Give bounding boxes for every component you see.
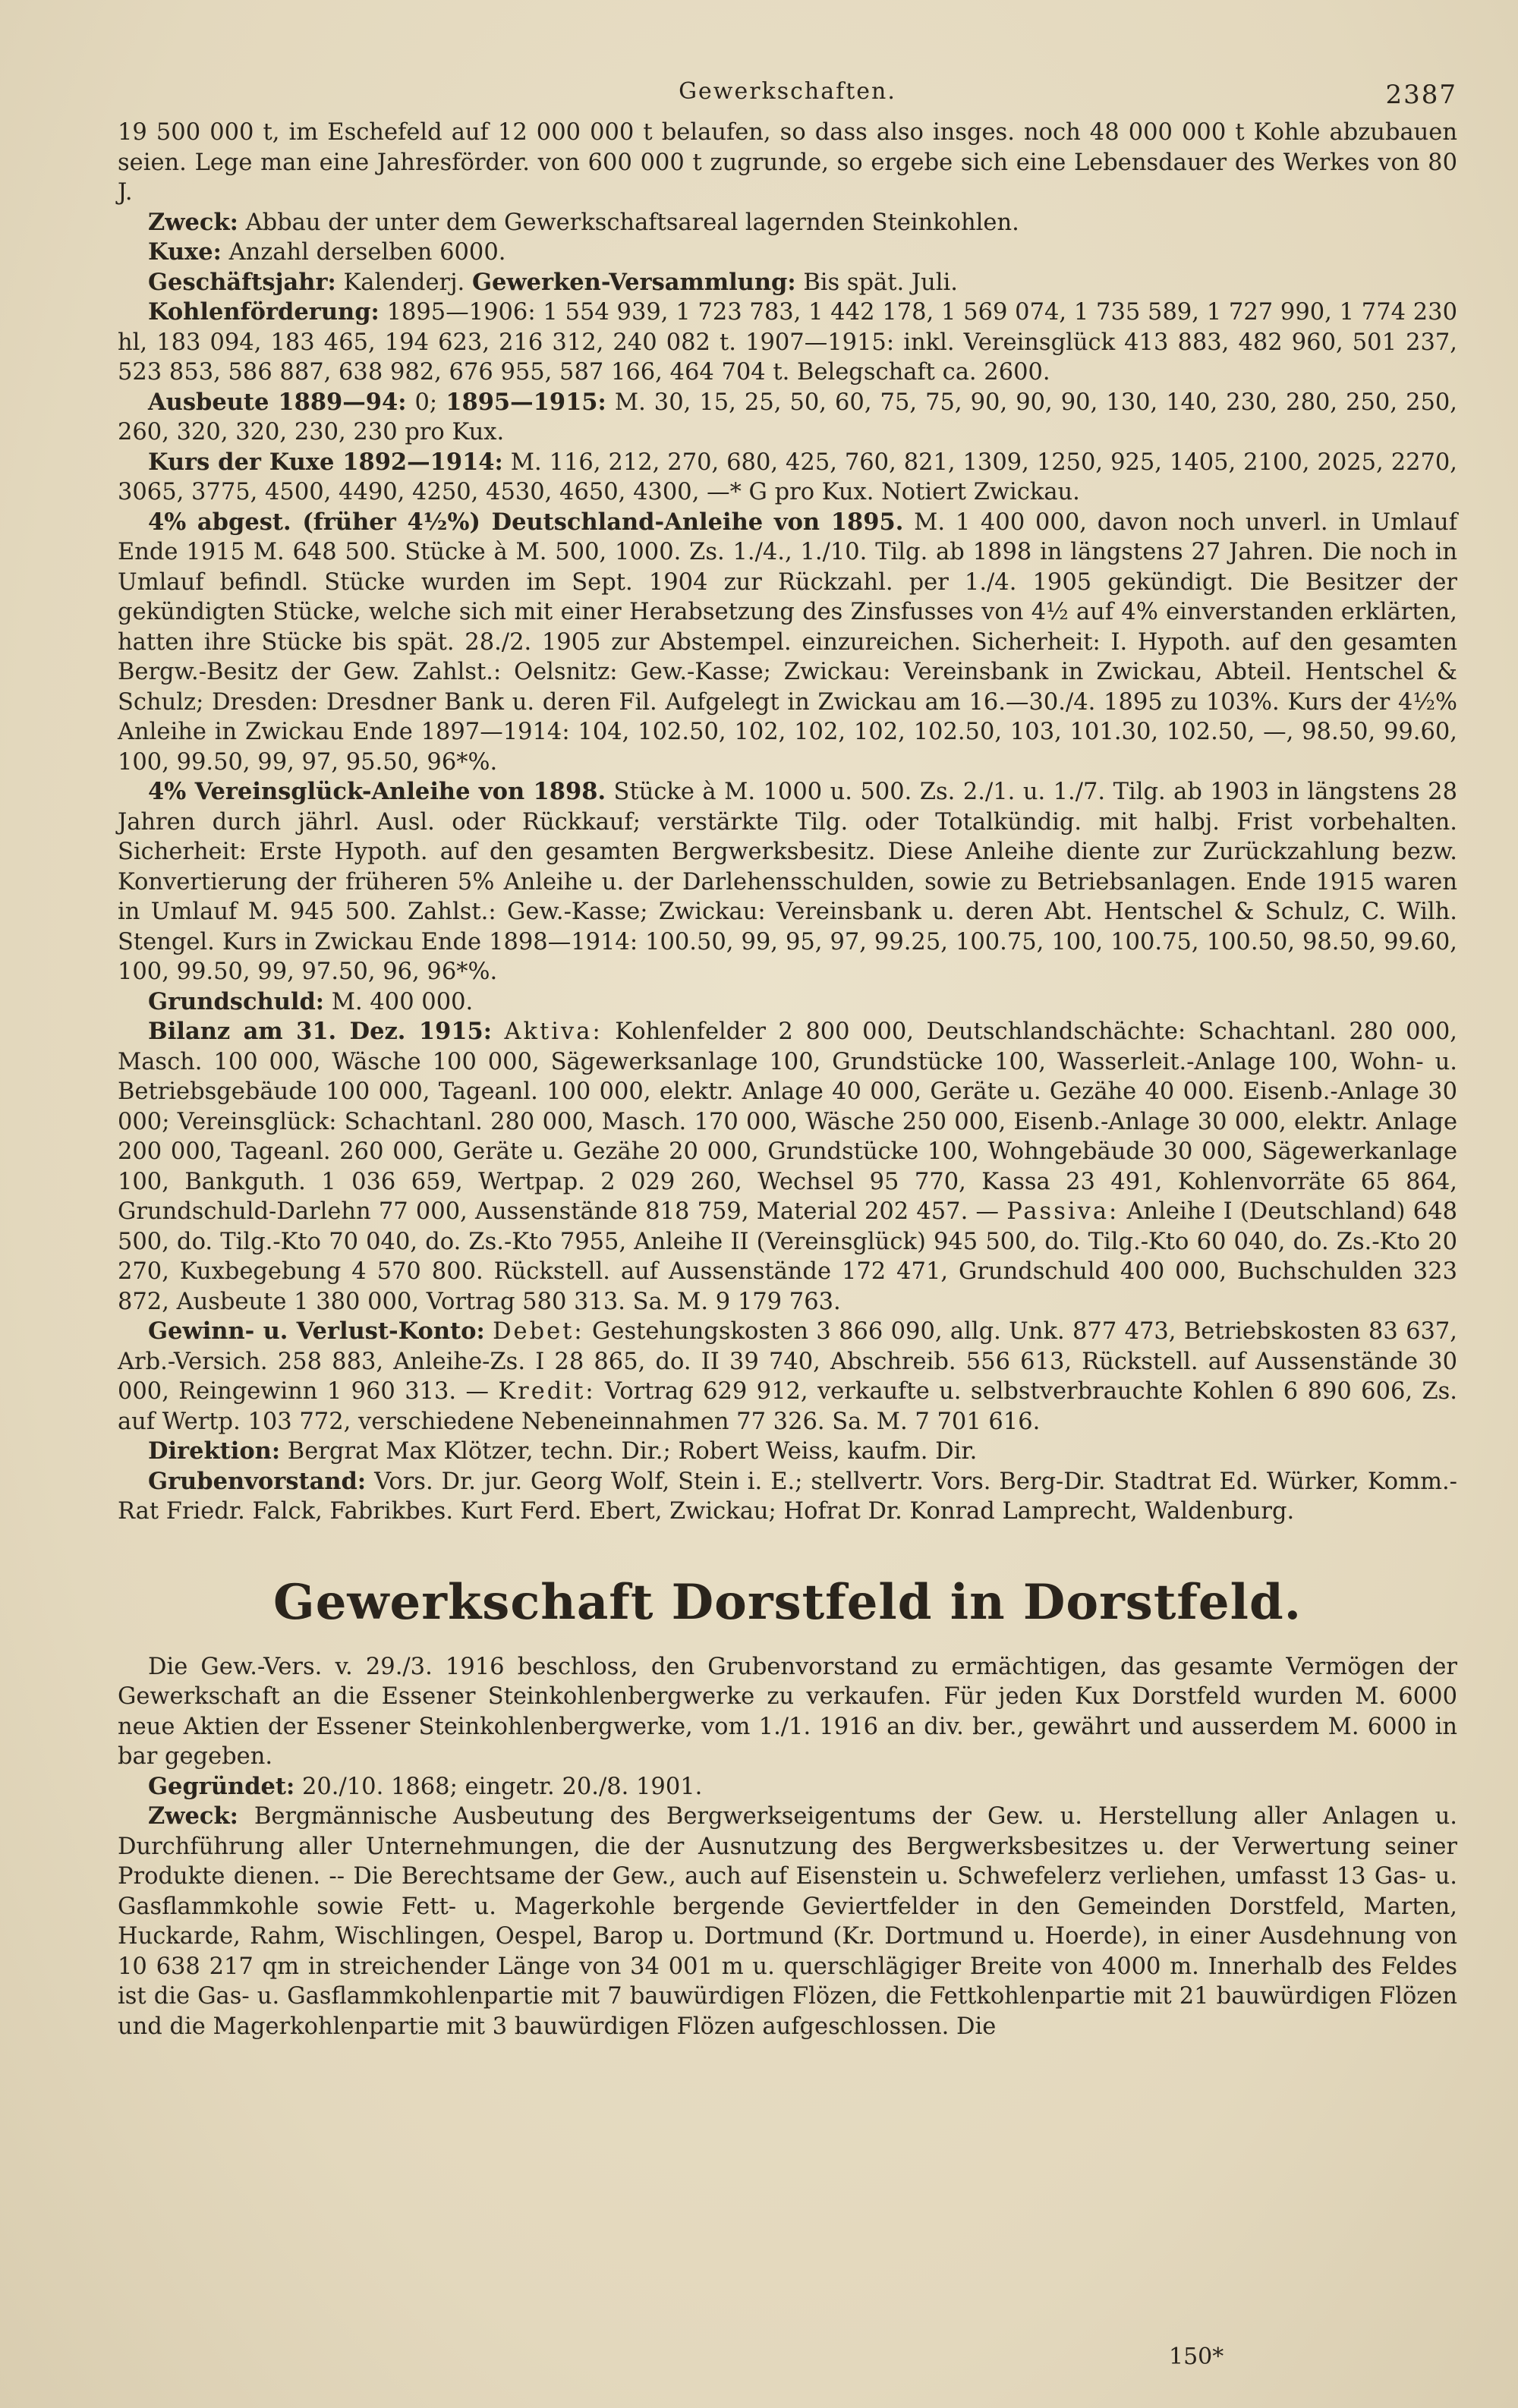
label-aktiva: Aktiva:	[504, 1018, 603, 1045]
label-passiva: Passiva:	[1006, 1198, 1120, 1225]
label-vereinsglueck-anleihe: 4% Vereinsglück-Anleihe von 1898.	[148, 778, 606, 805]
text-debet: Gestehungskosten 3 866 090, allg. Unk. 877 473, Betriebskosten 83 637, Arb.-Versich. 258 883, Anleihe-Zs. I 28 865, do. II 39 740, Abschreib. 556 613, Rückstell. auf Aussenstände 30 000, Reingewinn 1 960 313. —	[118, 1318, 1457, 1405]
text-gegruendet: 20./10. 1868; eingetr. 20./8. 1901.	[294, 1773, 703, 1800]
label-gewinn-verlust: Gewinn- u. Verlust-Konto:	[148, 1317, 485, 1345]
label-grundschuld: Grundschuld:	[148, 987, 325, 1015]
paragraph-reserves: 19 500 000 t, im Eschefeld auf 12 000 000 t belaufen, so dass also insges. noch 48 000 000 t Kohle abzubauen seien. Lege man eine Jahresförder. von 600 000 t zugrunde, so ergebe sich eine Lebensdauer des Werkes von 80 J.	[118, 119, 1457, 206]
text-zweck: Abbau der unter dem Gewerkschaftsareal lagernden Steinkohlen.	[238, 209, 1019, 236]
running-head	[118, 72, 1457, 118]
paragraph-kohlenfoerderung	[118, 297, 1457, 388]
text-ausbeute-2: M. 30, 15, 25, 50, 60, 75, 75, 90, 90, 90, 130, 140, 230, 280, 250, 250, 260, 320, 320, 230, 230 pro Kux.	[118, 389, 1457, 445]
text-kredit: Vortrag 629 912, verkaufte u. selbstverbrauchte Kohlen 6 890 606, Zs. auf Wertp. 103 772, verschiedene Nebeneinnahmen 77 326. Sa. M. 7 701 616.	[118, 1378, 1457, 1435]
signature-mark: 150*	[1169, 2343, 1224, 2370]
text-grubenvorstand: Vors. Dr. jur. Georg Wolf, Stein i. E.; stellvertr. Vors. Berg-Dir. Stadtrat Ed. Würker, Komm.-Rat Friedr. Falck, Fabrikbes. Kurt Ferd. Ebert, Zwickau; Hofrat Dr. Konrad Lamprecht, Waldenburg.	[118, 1468, 1457, 1525]
text-dorstfeld-zweck: Bergmännische Ausbeutung des Bergwerkseigentums der Gew. u. Herstellung aller Anlagen u. Durchführung aller Unternehmungen, die der Ausnutzung des Bergwerksbesitzes u. der Verwertung seiner Produkte dienen. -- Die Berechtsame der Gew., auch auf Eisenstein u. Schwefelerz verliehen, umfasst 13 Gas- u. Gasflammkohle sowie Fett- u. Magerkohle bergende Geviertfelder in den Gemeinden Dorstfeld, Marten, Huckarde, Rahm, Wischlingen, Oespel, Barop u. Dortmund (Kr. Dortmund u. Hoerde), in einer Ausdehnung von 10 638 217 qm in streichender Länge von 34 001 m u. querschlägiger Breite von 4000 m. Innerhalb des Feldes ist die Gas- u. Gasflammkohlenpartie mit 7 bauwürdigen Flözen, die Fettkohlenpartie mit 21 bauwürdigen Flözen und die Magerkohlenpartie mit 3 bauwürdigen Flözen aufgeschlossen. Die	[118, 1803, 1457, 2040]
label-kurs-kuxe: Kurs der Kuxe 1892—1914:	[148, 448, 503, 476]
label-kuxe: Kuxe:	[148, 238, 222, 266]
paragraph-vereinsglueck-anleihe	[118, 777, 1457, 987]
text-kurs-kuxe: M. 116, 212, 270, 680, 425, 760, 821, 1309, 1250, 925, 1405, 2100, 2025, 2270, 3065, 3775, 4500, 4490, 4250, 4530, 4650, 4300, —* G pro Kux. Notiert Zwickau.	[118, 449, 1458, 505]
paragraph-gewinn-verlust	[118, 1317, 1457, 1437]
text-kuxe: Anzahl derselben 6000.	[221, 239, 506, 266]
label-debet: Debet:	[493, 1318, 584, 1345]
section-dorstfeld	[118, 1652, 1457, 2042]
label-kredit: Kredit:	[498, 1378, 596, 1405]
paragraph-gegruendet	[118, 1772, 1457, 1802]
label-deutschland-anleihe: abgest. (früher 4½%) Deutschland-Anleihe von 1895.	[186, 508, 904, 536]
text-ausbeute-1: 0;	[406, 389, 446, 416]
paragraph-zweck	[118, 208, 1457, 238]
label-dorstfeld-zweck: Zweck:	[148, 1802, 238, 1830]
label-grubenvorstand: Grubenvorstand:	[148, 1467, 367, 1495]
paragraph-bilanz	[118, 1017, 1457, 1317]
paragraph-kurs-kuxe	[118, 448, 1457, 508]
label-direktion: Direktion:	[148, 1437, 281, 1465]
text-aktiva: Kohlenfelder 2 800 000, Deutschlandschächte: Schachtanl. 280 000, Masch. 100 000, Wäsche 100 000, Sägewerksanlage 100, Grundstücke 100, Wasserleit.-Anlage 100, Wohn- u. Betriebsgebäude 100 000, Tageanl. 100 000, elektr. Anlage 40 000, Geräte u. Gezähe 40 000. Eisenb.-Anlage 30 000; Vereinsglück: Schachtanl. 280 000, Masch. 170 000, Wäsche 250 000, Eisenb.-Anlage 30 000, elektr. Anlage 200 000, Tageanl. 260 000, Geräte u. Gezähe 20 000, Grundstücke 100, Wohngebäude 30 000, Sägewerkanlage 100, Bankguth. 1 036 659, Wertpap. 2 029 260, Wechsel 95 770, Kassa 23 491, Kohlenvorräte 65 864, Grundschuld-Darlehn 77 000, Aussenstände 818 759, Material 202 457. —	[118, 1018, 1457, 1225]
label-zweck: Zweck:	[148, 208, 238, 236]
label-kohlenfoerderung: Kohlenförderung:	[148, 298, 380, 326]
section-heading-dorstfeld: Gewerkschaft Dorstfeld in Dorstfeld.	[273, 1573, 1302, 1631]
label-anleihe-rate: 4%	[148, 508, 187, 536]
text-direktion: Bergrat Max Klötzer, techn. Dir.; Robert Weiss, kaufm. Dir.	[280, 1438, 978, 1465]
text-gewerken-versammlung: Bis spät. Juli.	[795, 269, 958, 296]
paragraph-deutschland-anleihe	[118, 508, 1457, 778]
text-geschaeftsjahr: Kalenderj.	[335, 269, 472, 296]
text-deutschland-anleihe: M. 1 400 000, davon noch unverl. in Umlauf Ende 1915 M. 648 500. Stücke à M. 500, 1000. Zs. 1./4., 1./10. Tilg. ab 1898 in längstens 27 Jahren. Die noch in Umlauf befindl. Stücke wurden im Sept. 1904 zur Rückzahl. per 1./4. 1905 gekündigt. Die Besitzer der gekündigten Stücke, welche sich mit einer Herabsetzung des Zinsfusses von 4½ auf 4% einverstanden erklärten, hatten ihre Stücke bis spät. 28./2. 1905 zur Abstempel. einzureichen. Sicherheit: I. Hypoth. auf den gesamten Bergw.-Besitz der Gew. Zahlst.: Oelsnitz: Gew.-Kasse; Zwickau: Vereinsbank in Zwickau, Abteil. Hentschel & Schulz; Dresden: Dresdner Bank u. deren Fil. Aufgelegt in Zwickau am 16.—30./4. 1895 zu 103%. Kurs der 4½% Anleihe in Zwickau Ende 1897—1914: 104, 102.50, 102, 102, 102, 102.50, 103, 101.30, 102.50, —, 98.50, 99.60, 100, 99.50, 99, 97, 95.50, 96*%.	[118, 508, 1457, 776]
text-kohlenfoerderung: 1895—1906: 1 554 939, 1 723 783, 1 442 178, 1 569 074, 1 735 589, 1 727 990, 1 774 230 hl, 183 094, 183 465, 194 623, 216 312, 240 082 t. 1907—1915: inkl. Vereinsglück 413 883, 482 960, 501 237, 523 853, 586 887, 638 982, 676 955, 587 166, 464 704 t. Belegschaft ca. 2600.	[118, 299, 1457, 386]
paragraph-geschaeftsjahr	[118, 268, 1457, 298]
label-ausbeute-2: 1895—1915:	[446, 388, 606, 416]
section-vereinsglueck	[118, 118, 1457, 1527]
paragraph-grubenvorstand	[118, 1467, 1457, 1527]
paragraph-dorstfeld-intro: Die Gew.-Vers. v. 29./3. 1916 beschloss, den Grubenvorstand zu ermächtigen, das gesamte Vermögen der Gewerkschaft an die Essener Steinkohlenbergwerke zu verkaufen. Für jeden Kux Dorstfeld wurden M. 6000 neue Aktien der Essener Steinkohlenbergwerke, vom 1./1. 1916 an div. ber., gewährt und ausserdem M. 6000 in bar gegeben.	[118, 1653, 1457, 1770]
paragraph-grundschuld	[118, 987, 1457, 1018]
paragraph-kuxe	[118, 238, 1457, 268]
paragraph-direktion	[118, 1437, 1457, 1467]
paragraph-ausbeute	[118, 388, 1457, 448]
text-vereinsglueck-anleihe: Stücke à M. 1000 u. 500. Zs. 2./1. u. 1./7. Tilg. ab 1903 in längstens 28 Jahren durch jährl. Ausl. oder Rückkauf; verstärkte Tilg. oder Totalkündig. mit halbj. Frist vorbehalten. Sicherheit: Erste Hypoth. auf den gesamten Bergwerksbesitz. Diese Anleihe diente zur Zurückzahlung bezw. Konvertierung der früheren 5% Anleihe u. der Darlehensschulden, sowie zu Betriebsanlagen. Ende 1915 waren in Umlauf M. 945 500. Zahlst.: Gew.-Kasse; Zwickau: Vereinsbank u. deren Abt. Hentschel & Schulz, C. Wilh. Stengel. Kurs in Zwickau Ende 1898—1914: 100.50, 99, 95, 97, 99.25, 100.75, 100, 100.75, 100.50, 98.50, 99.60, 100, 99.50, 99, 97.50, 96, 96*%.	[118, 779, 1457, 985]
label-gegruendet: Gegründet:	[148, 1772, 295, 1800]
label-geschaeftsjahr: Geschäftsjahr:	[148, 268, 336, 296]
paragraph-dorstfeld-zweck	[118, 1802, 1457, 2041]
label-gewerken-versammlung: Gewerken-Versammlung:	[471, 268, 796, 296]
running-title: Gewerkschaften.	[679, 78, 896, 105]
label-bilanz: Bilanz am 31. Dez. 1915:	[148, 1018, 492, 1045]
page-number: 2387	[1385, 80, 1457, 110]
label-ausbeute: Ausbeute 1889—94:	[148, 388, 407, 416]
text-grundschuld: M. 400 000.	[324, 988, 474, 1015]
text-passiva: Anleihe I (Deutschland) 648 500, do. Tilg.-Kto 70 040, do. Zs.-Kto 7955, Anleihe II (Vereinsglück) 945 500, do. Tilg.-Kto 60 040, do. Zs.-Kto 20 270, Kuxbegebung 4 570 800. Rückstell. auf Aussenstände 172 471, Grundschuld 400 000, Buchschulden 323 872, Ausbeute 1 380 000, Vortrag 580 313. Sa. M. 9 179 763.	[118, 1198, 1458, 1315]
